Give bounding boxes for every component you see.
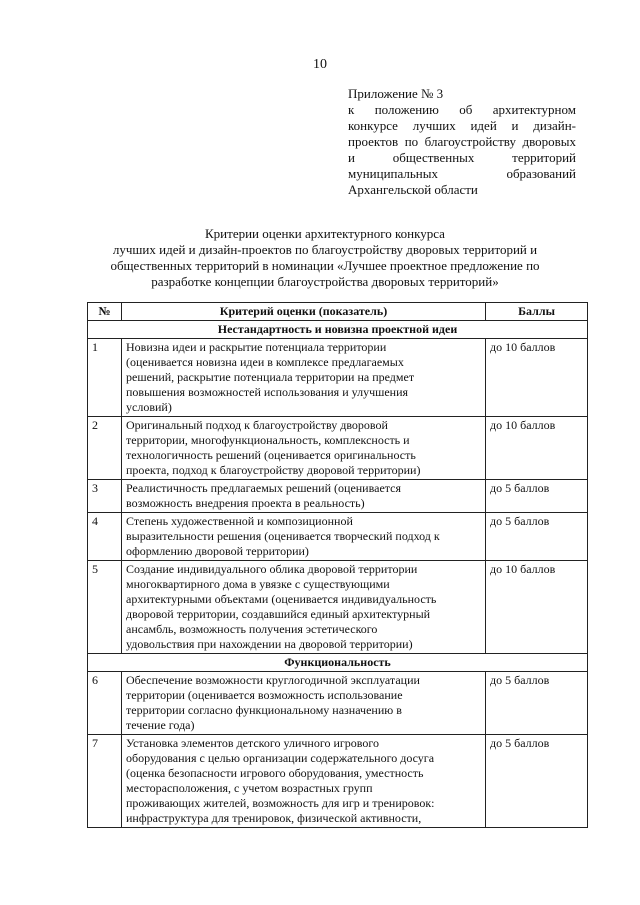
criterion-line: архитектурными объектами (оценивается индивидуальность [126, 592, 437, 606]
criterion-line: повышения возможностей использования и улучшения [126, 385, 409, 399]
table-row [88, 480, 588, 513]
criterion-line: Новизна идеи и раскрытие потенциала территории [126, 340, 387, 354]
criterion-line: технологичность решений (оценивается оригинальность [126, 448, 416, 462]
criterion-line: оформлению дворовой территории) [126, 544, 309, 558]
criterion-line: многоквартирного дома в увязке с существующими [126, 577, 390, 591]
table-header-row [88, 303, 588, 321]
row-number: 7 [88, 735, 122, 828]
appendix-title: Приложение № 3 [348, 86, 444, 101]
criterion-line: инфраструктура для тренировок, физической активности, [126, 811, 422, 825]
row-score: до 5 баллов [486, 480, 588, 513]
row-score: до 10 баллов [486, 561, 588, 654]
appendix-block [348, 86, 576, 198]
criterion-line: Создание индивидуального облика дворовой территории [126, 562, 418, 576]
criterion-line: условий) [126, 400, 172, 414]
criterion-line: дворовой территории, создавшийся единый архитектурный [126, 607, 431, 621]
row-score: до 5 баллов [486, 672, 588, 735]
row-number: 2 [88, 417, 122, 480]
row-number: 6 [88, 672, 122, 735]
row-number: 4 [88, 513, 122, 561]
row-number: 1 [88, 339, 122, 417]
criterion-line: Обеспечение возможности круглогодичной эксплуатации [126, 673, 420, 687]
header-score: Баллы [486, 303, 588, 321]
appendix-line: муниципальных образований [348, 166, 576, 181]
criterion-line: удовольствия при нахождении на дворовой территории) [126, 637, 413, 651]
appendix-line: и общественных территорий [348, 150, 576, 165]
row-criterion [122, 417, 486, 480]
criterion-line: месторасположения, с учетом возрастных групп [126, 781, 373, 795]
heading-line: общественных территорий в номинации «Лучшее проектное предложение по [110, 258, 540, 273]
criterion-line: течение года) [126, 718, 195, 732]
row-number: 5 [88, 561, 122, 654]
table-row [88, 339, 588, 417]
row-criterion [122, 735, 486, 828]
row-score: до 5 баллов [486, 735, 588, 828]
criterion-line: Оригинальный подход к благоустройству дворовой [126, 418, 388, 432]
header-criterion: Критерий оценки (показатель) [122, 303, 486, 321]
appendix-line: Архангельской области [348, 182, 478, 197]
row-score: до 5 баллов [486, 513, 588, 561]
heading-line: Критерии оценки архитектурного конкурса [205, 226, 445, 241]
heading-line: лучших идей и дизайн-проектов по благоустройству дворовых территорий и [112, 242, 538, 257]
table-row [88, 417, 588, 480]
criterion-line: территории согласно функциональному назначению в [126, 703, 402, 717]
criterion-line: оборудования с целью организации содержательного досуга [126, 751, 435, 765]
criterion-line: территории (оценивается возможность использование [126, 688, 403, 702]
criterion-line: Реалистичность предлагаемых решений (оценивается [126, 481, 402, 495]
criterion-line: ансамбль, возможность получения эстетического [126, 622, 378, 636]
criterion-line: (оценивается новизна идеи в комплексе предлагаемых [126, 355, 404, 369]
criterion-line: проживающих жителей, возможность для игр и тренировок: [126, 796, 435, 810]
heading-line: разработке концепции благоустройства дворовых территорий» [151, 274, 499, 289]
table-row [88, 672, 588, 735]
criterion-line: территории, многофункциональность, комплексность и [126, 433, 410, 447]
section-row [88, 654, 588, 672]
table-row [88, 735, 588, 828]
criteria-table [87, 302, 588, 828]
table-row [88, 561, 588, 654]
criterion-line: проекта, подход к благоустройству дворовой территории) [126, 463, 421, 477]
document-heading [80, 226, 570, 290]
row-criterion [122, 513, 486, 561]
page-number: 10 [313, 57, 327, 72]
row-number: 3 [88, 480, 122, 513]
criterion-line: Степень художественной и композиционной [126, 514, 353, 528]
appendix-line: к положению об архитектурном [348, 102, 576, 117]
criterion-line: возможность внедрения проекта в реальность) [126, 496, 365, 510]
criterion-line: выразительности решения (оценивается творческий подход к [126, 529, 440, 543]
criterion-line: (оценка безопасности игрового оборудования, уместность [126, 766, 424, 780]
appendix-line: проектов по благоустройству дворовых [348, 134, 576, 149]
row-score: до 10 баллов [486, 339, 588, 417]
row-criterion [122, 339, 486, 417]
criterion-line: решений, раскрытие потенциала территории на предмет [126, 370, 415, 384]
appendix-line: конкурсе лучших идей и дизайн- [348, 118, 576, 133]
criterion-line: Установка элементов детского уличного игрового [126, 736, 380, 750]
row-criterion [122, 561, 486, 654]
section-row [88, 321, 588, 339]
table-row [88, 513, 588, 561]
row-score: до 10 баллов [486, 417, 588, 480]
section-title: Нестандартность и новизна проектной идеи [88, 321, 588, 339]
row-criterion [122, 672, 486, 735]
header-num: № [88, 303, 122, 321]
row-criterion [122, 480, 486, 513]
section-title: Функциональность [88, 654, 588, 672]
